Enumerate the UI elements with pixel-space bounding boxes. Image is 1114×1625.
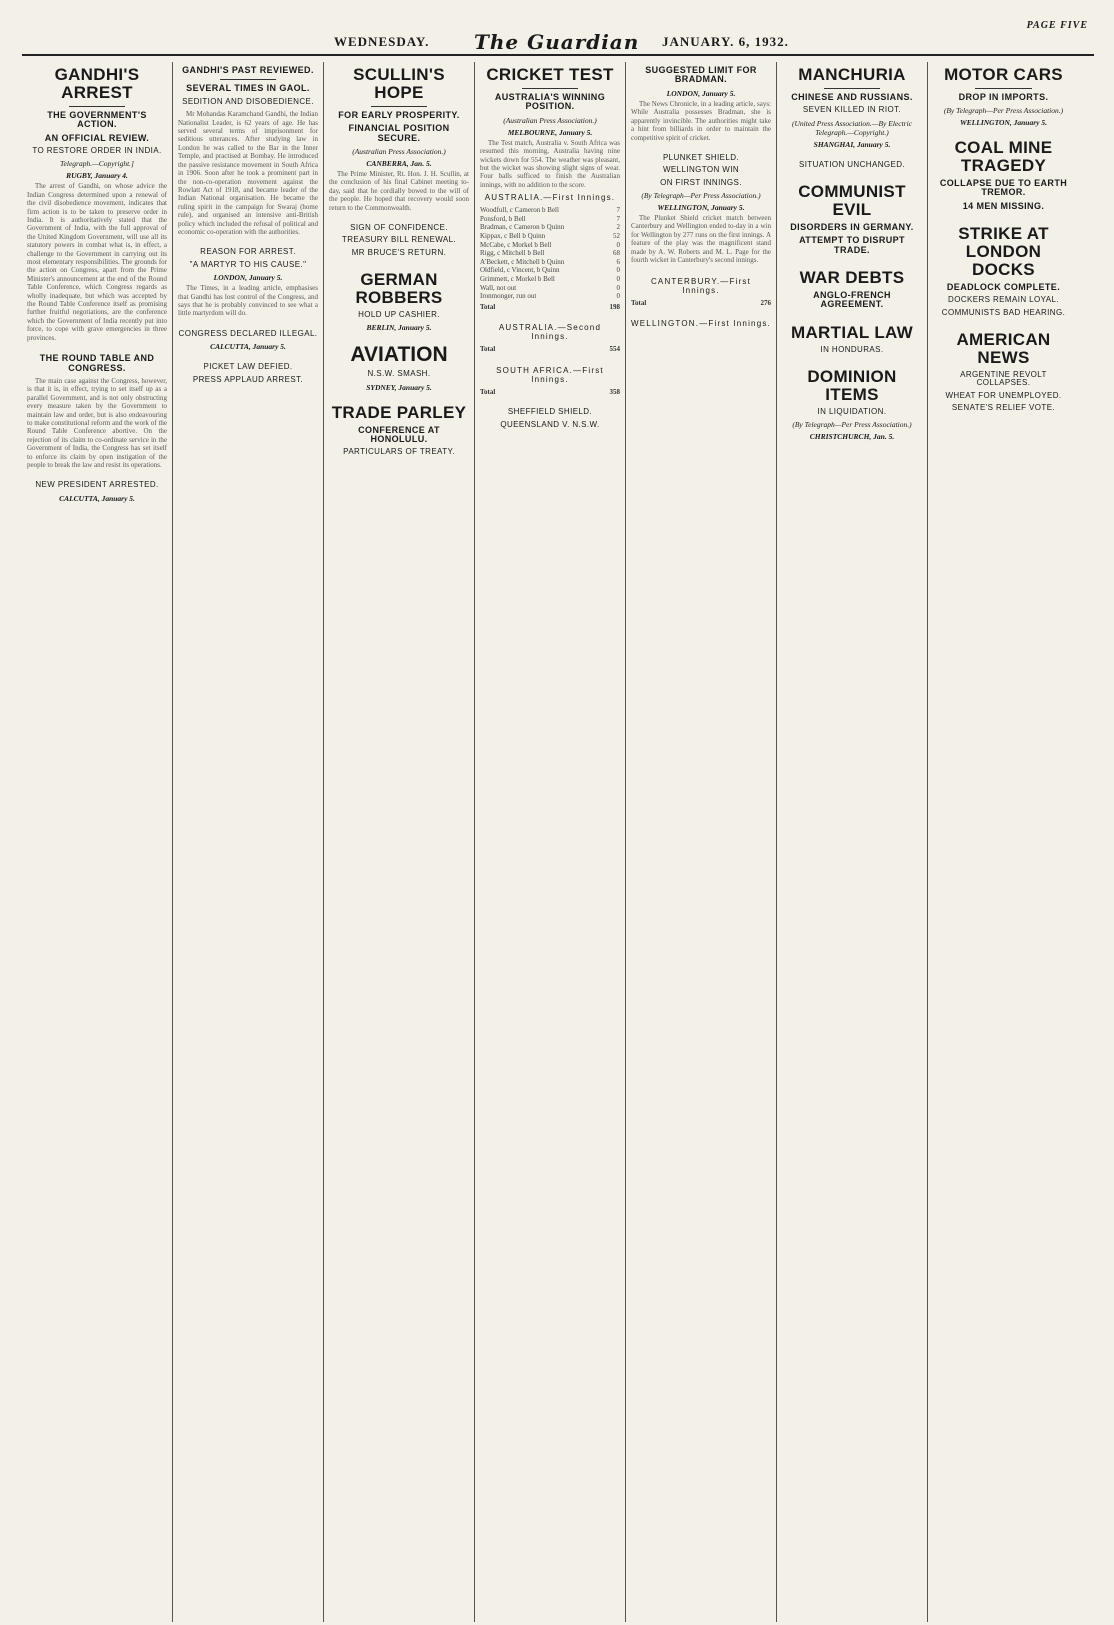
subhead: COMMUNISTS BAD HEARING. [941, 307, 1066, 317]
total-value: 198 [609, 302, 620, 311]
headline-german-robbers: GERMAN ROBBERS [355, 270, 443, 308]
headline-martial-law: MARTIAL LAW [791, 322, 913, 342]
headline-communist-evil: COMMUNIST EVIL [798, 182, 906, 219]
dateline: MELBOURNE, January 5. [507, 127, 593, 137]
total-value: 276 [760, 298, 771, 307]
dateline: WELLINGTON, January 5. [657, 203, 745, 213]
score-row [480, 292, 620, 301]
masthead-day: WEDNESDAY. [334, 34, 430, 49]
headline-scullins-hope: SCULLIN'S HOPE [353, 65, 445, 102]
headline-gandhis-arrest: GANDHI'S ARREST [54, 65, 140, 102]
subhead: THE GOVERNMENT'S ACTION. [47, 109, 147, 130]
subhead: SHEFFIELD SHIELD. [507, 407, 593, 417]
score-row [480, 266, 620, 275]
runs: 0 [616, 274, 620, 283]
article-body [178, 110, 318, 236]
article-body [329, 170, 469, 212]
column-4 [475, 62, 626, 1622]
batsman: Rigg, c Mitchell b Bell [480, 249, 545, 258]
byline: Telegraph.—Copyright.] [60, 159, 134, 169]
headline-bradman-limit: SUGGESTED LIMIT FOR BRADMAN. [645, 65, 757, 85]
subhead: FOR EARLY PROSPERITY. [338, 109, 460, 120]
scorecard-title: AUSTRALIA.—Second Innings. [498, 323, 602, 342]
subhead: WELLINGTON WIN [662, 165, 740, 175]
runs: 52 [613, 231, 620, 240]
score-row [480, 249, 620, 258]
subhead: AN OFFICIAL REVIEW. [44, 132, 150, 143]
masthead-paper-title: The Guardian [474, 30, 640, 54]
score-row [480, 232, 620, 241]
scorecard [480, 206, 620, 301]
total-row [631, 299, 771, 308]
divider [522, 88, 578, 89]
paragraph: The main case against the Congress, however, is that it is, in effect, trying to set itself up as a parallel Government, and is not only obstructing every measure taken by the Government to maintain law and order, but is also endeavouring to make constitutional reform and the work of the Round Table Conference abortive. On the rejection of its claim to co-ordinate service in the Government of India, the Congress has set itself to enforce its claim by open instigation of the people to break the law and resist its operations. [27, 376, 167, 470]
score-row [480, 223, 620, 232]
batsman: Oldfield, c Vincent, b Quinn [480, 266, 560, 275]
dateline: CALCUTTA, January 5. [59, 493, 135, 503]
article-body [27, 377, 167, 469]
dateline: CALCUTTA, January 5. [210, 342, 286, 352]
subhead: QUEENSLAND V. N.S.W. [500, 419, 600, 429]
subhead: DEADLOCK COMPLETE. [946, 281, 1061, 292]
batsman: Ponsford, b Bell [480, 214, 526, 223]
paragraph: The Plunket Shield cricket match between Canterbury and Wellington ended to-day in a win for Wellington by 277 runs on the first innings. A feature of the play was the magnificent stand made by A. W. Roberts and M. L. Page for the fourth wicket in Canterbury's second innings. [631, 214, 771, 265]
paragraph: The Times, in a leading article, emphasises that Gandhi has lost control of the Congress, and says that he is probably convinced to see what a little martyrdom will do. [178, 284, 318, 318]
headline-war-debts: WAR DEBTS [799, 268, 905, 288]
subhead: SEVEN KILLED IN RIOT. [802, 105, 902, 115]
runs: 6 [616, 257, 620, 266]
subhead: WHEAT FOR UNEMPLOYED. [945, 390, 1062, 400]
divider [220, 79, 276, 80]
dateline: CHRISTCHURCH, Jan. 5. [809, 432, 895, 442]
subhead: ATTEMPT TO DISRUPT TRADE. [799, 235, 905, 255]
paragraph: The arrest of Gandhi, on whose advice the Indian Congress determined upon a renewal of the civil disobedience movement, indicates that firm action is to be taken to preserve order in India. It is authoritatively stated that the Government of India, with the full approval of the United Kingdom Government, will use all its statutory powers in combat what is, in effect, a challenge to the Government in carrying out its most elementary responsibilities. The grounds for the action on Congress, apart from the Prime Minister's announcement at the end of the Round Table Conference, which Congress regards as wholly inadequate, but which was accepted by the Round Table Conference itself as promising further fruitful negotiations, are the conference which the Government of India recently put into force, to cope with grave emergencies in three provinces. [27, 182, 167, 342]
score-row [480, 284, 620, 293]
subhead: SIGN OF CONFIDENCE. [350, 223, 448, 233]
subhead: PLUNKET SHIELD. [662, 152, 740, 162]
score-row [480, 206, 620, 215]
batsman: Woodfull, c Cameron b Bell [480, 206, 559, 215]
subhead: DOCKERS REMAIN LOYAL. [948, 295, 1059, 305]
headline-strike-at-london-docks: STRIKE AT LONDON DOCKS [958, 224, 1049, 279]
headline-gandhis-past: GANDHI'S PAST REVIEWED. [182, 65, 314, 75]
scorecard-title: AUSTRALIA.—First Innings. [484, 193, 616, 203]
column-3 [324, 62, 475, 1622]
runs: 2 [616, 223, 620, 232]
subhead: COLLAPSE DUE TO EARTH TREMOR. [939, 177, 1068, 198]
subhead: SENATE'S RELIEF VOTE. [951, 402, 1056, 412]
dateline: SHANGHAI, January 5. [813, 139, 891, 149]
divider [975, 88, 1031, 89]
byline: (By Telegraph—Per Press Association.) [943, 106, 1064, 116]
column-2 [173, 62, 324, 1622]
subhead: CONGRESS DECLARED ILLEGAL. [178, 328, 318, 338]
runs: 0 [616, 283, 620, 292]
score-row [480, 258, 620, 267]
subhead: IN LIQUIDATION. [817, 406, 887, 416]
scorecard-title: SOUTH AFRICA.—First Innings. [496, 365, 604, 384]
runs: 7 [616, 206, 620, 215]
subhead: TO RESTORE ORDER IN INDIA. [32, 146, 162, 155]
headline-aviation: AVIATION [350, 343, 448, 367]
byline: (By Telegraph—Per Press Association.) [792, 420, 912, 430]
masthead [22, 20, 1094, 56]
subhead: FINANCIAL POSITION SECURE. [348, 123, 450, 143]
batsman: Grimmett, c Morkel b Bell [480, 274, 555, 283]
headline-manchuria: MANCHURIA [798, 65, 906, 84]
dateline: WELLINGTON, January 5. [960, 118, 1047, 128]
batsman: Wall, not out [480, 283, 517, 292]
article-body [27, 182, 167, 342]
subhead: PARTICULARS OF TREATY. [343, 447, 455, 457]
article-body [178, 284, 318, 318]
column-6 [777, 62, 928, 1622]
byline: (Australian Press Association.) [352, 147, 446, 156]
total-label: Total [480, 387, 496, 396]
paragraph: The Test match, Australia v. South Africa was resumed this morning, Australia having nine wickets down for 554. The weather was pleasant, but the wicket was showing slight signs of wear. Four balls sufficed to finish the Australian innings, with no addition to the score. [480, 138, 620, 189]
headline-american-news: AMERICAN NEWS [956, 330, 1051, 367]
total-label: Total [631, 298, 647, 307]
divider [371, 106, 427, 107]
dateline: CANBERRA, Jan. 5. [366, 159, 432, 168]
column-5 [626, 62, 777, 1622]
subhead: REASON FOR ARREST. [200, 247, 296, 257]
subhead: SEVERAL TIMES IN GAOL. [186, 83, 310, 94]
runs: 0 [616, 240, 620, 249]
subhead: TREASURY BILL RENEWAL. [341, 235, 457, 245]
subhead: HOLD UP CASHIER. [358, 309, 440, 319]
subhead: THE ROUND TABLE AND CONGRESS. [39, 353, 155, 373]
subhead: AUSTRALIA'S WINNING POSITION. [494, 91, 606, 112]
runs: 0 [616, 266, 620, 275]
dateline: LONDON, January 5. [213, 273, 283, 283]
subhead: ON FIRST INNINGS. [660, 177, 742, 187]
subhead: N.S.W. SMASH. [367, 369, 431, 379]
batsman: Kippax, c Bell b Quinn [480, 231, 546, 240]
subhead: PRESS APPLAUD ARREST. [192, 374, 304, 384]
byline: (Australian Press Association.) [503, 115, 597, 125]
dateline: RUGBY, January 4. [66, 171, 128, 181]
article-body [480, 139, 620, 189]
total-value: 358 [609, 387, 620, 396]
batsman: Bradman, c Cameron b Quinn [480, 223, 565, 232]
subhead: NEW PRESIDENT ARRESTED. [35, 480, 159, 490]
runs: 68 [613, 249, 620, 258]
runs: 7 [616, 214, 620, 223]
batsman: McCabe, c Morkel b Bell [480, 240, 552, 249]
total-row [480, 345, 620, 354]
scorecard-title: CANTERBURY.—First Innings. [650, 276, 752, 295]
total-row [480, 388, 620, 397]
total-value: 554 [609, 345, 620, 354]
article-body [631, 214, 771, 264]
total-label: Total [480, 345, 496, 354]
byline: (By Telegraph—Per Press Association.) [641, 191, 761, 201]
score-row [480, 215, 620, 224]
column-1 [22, 62, 173, 1622]
score-row [480, 275, 620, 284]
subhead: DISORDERS IN GERMANY. [790, 221, 914, 232]
subhead: DROP IN IMPORTS. [958, 91, 1049, 102]
headline-coal-mine-tragedy: COAL MINE TRAGEDY [954, 138, 1053, 176]
paragraph: The News Chronicle, in a leading article, says: While Australia possesses Bradman, she is apparently invincible. The authorities might take a hint from billiards in order to maintain the competitive spirit of cricket. [631, 99, 771, 142]
column-7 [928, 62, 1079, 1622]
subhead: CHINESE AND RUSSIANS. [791, 91, 913, 102]
subhead: 14 MEN MISSING. [962, 200, 1045, 211]
paragraph: Mr Mohandas Karamchand Gandhi, the Indian Nationalist Leader, is 62 years of age. He has served several terms of imprisonment for seditious utterances. After studying law in London he was called to the Bar in the Inner Temple, and practised at Bombay. He introduced the passive resistance movement in South Africa in 1906. Soon after he took a prominent part in the non-co-operation movement against the Rowlatt Act of 1918, and became leader of the Indian National organisation. He became the ruling spirit in the campaign for Swaraj (home rule), and organised an intensive anti-British policy which included the refusal of political and economic co-operation with the authorities. [178, 110, 318, 236]
divider [824, 88, 880, 89]
runs: 0 [616, 292, 620, 301]
batsman: A'Beckett, c Mitchell b Quinn [480, 257, 565, 266]
subhead: MR BRUCE'S RETURN. [351, 247, 447, 257]
headline-dominion-items: DOMINION ITEMS [807, 367, 897, 404]
dateline: BERLIN, January 5. [366, 323, 432, 333]
subhead: IN HONDURAS. [820, 344, 884, 354]
subhead: SEDITION AND DISOBEDIENCE. [182, 96, 314, 106]
dateline: SYDNEY, January 5. [366, 382, 432, 392]
paragraph: The Prime Minister, Rt. Hon. J. H. Scullin, at the conclusion of his final Cabinet meeting to-day, said that he cordially bowed to the will of the people. He hoped that recovery would soon return to the Commonwealth. [329, 170, 469, 212]
article-body [631, 100, 771, 142]
subhead: CONFERENCE AT HONOLULU. [358, 424, 440, 444]
subhead: ARGENTINE REVOLT COLLAPSES. [960, 369, 1047, 388]
total-label: Total [480, 302, 496, 311]
divider [69, 106, 125, 107]
masthead-page-number: PAGE FIVE [1026, 20, 1088, 31]
subhead: PICKET LAW DEFIED. [203, 362, 293, 372]
headline-motor-cars: MOTOR CARS [944, 65, 1063, 84]
score-row [480, 241, 620, 250]
subhead: SITUATION UNCHANGED. [798, 159, 906, 169]
subhead: ANGLO-FRENCH AGREEMENT. [813, 289, 891, 310]
masthead-date: JANUARY. 6, 1932. [662, 34, 789, 49]
headline-trade-parley: TRADE PARLEY [331, 402, 467, 422]
total-row [480, 303, 620, 312]
scorecard-title: WELLINGTON.—First Innings. [631, 319, 771, 329]
byline: (United Press Association.—By Electric Telegraph.—Copyright.) [792, 118, 912, 137]
headline-cricket-test: CRICKET TEST [486, 65, 614, 84]
columns [22, 62, 1094, 1622]
batsman: Ironmonger, run out [480, 292, 537, 301]
subhead: "A MARTYR TO HIS CAUSE." [189, 259, 307, 269]
dateline: LONDON, January 5. [666, 88, 736, 98]
